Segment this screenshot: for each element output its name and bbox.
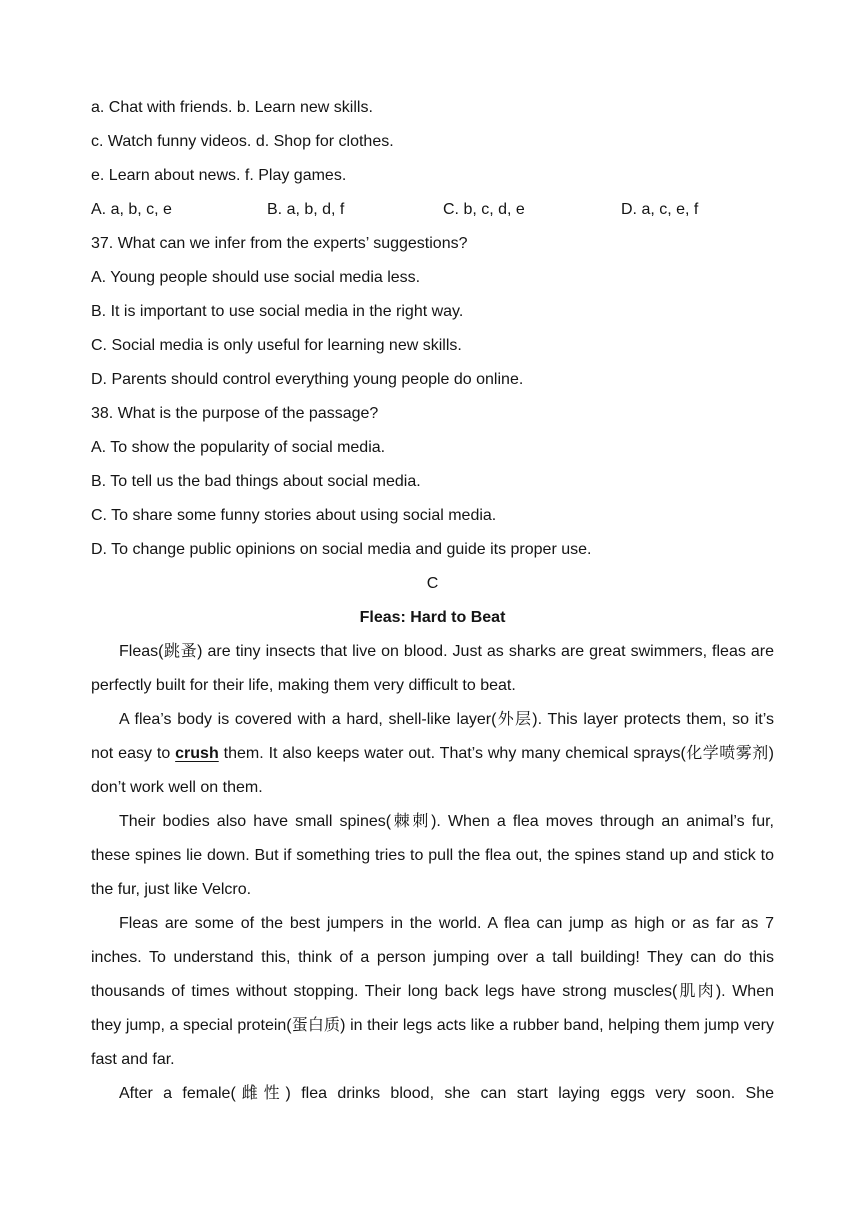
paragraph-2-after: them. It also keeps water out. That’s why many chemical sprays(化学喷雾剂) don’t work well on them. (91, 745, 774, 796)
passage-paragraph-4: Fleas are some of the best jumpers in the world. A flea can jump as high or as far as 7 inches. To understand this, think of a person jumping over a tall building! They can do this thousands of times without stopping. Their long back legs have strong muscles(肌肉). When they jump, a special protein(蛋白质) in their legs acts like a rubber band, helping them jump very fast and far. (91, 915, 774, 1068)
reading-passage-c (91, 567, 774, 1111)
question-38-choice-b: B. To tell us the bad things about social media. (91, 473, 421, 490)
passage-paragraph-2 (91, 703, 774, 805)
question-38-choice-a: A. To show the popularity of social media. (91, 439, 386, 456)
passage-paragraph-3: Their bodies also have small spines(棘刺). When a flea moves through an animal’s fur, these spines lie down. But if something tries to pull the flea out, the spines stand up and stick to the fur, just like Velcro. (91, 813, 774, 898)
paragraph-2-keyword-crush: crush (175, 745, 219, 762)
option-line-2: c. Watch funny videos. d. Shop for clothes. (91, 133, 394, 150)
question-38 (91, 397, 774, 567)
passage-title: Fleas: Hard to Beat (359, 609, 506, 626)
answer-choice-row (91, 193, 774, 227)
question-37-choice-a: A. Young people should use social media less. (91, 269, 421, 286)
answer-choice-d: D. a, c, e, f (621, 201, 699, 218)
option-line-3: e. Learn about news. f. Play games. (91, 167, 347, 184)
section-label: C (426, 575, 439, 592)
question-38-choice-d: D. To change public opinions on social media and guide its proper use. (91, 541, 592, 558)
answer-choice-a: A. a, b, c, e (91, 201, 172, 218)
question-38-choice-c: C. To share some funny stories about using social media. (91, 507, 497, 524)
passage-paragraph-1: Fleas(跳蚤) are tiny insects that live on blood. Just as sharks are great swimmers, fleas are perfectly built for their life, making them very difficult to beat. (91, 643, 774, 694)
passage-paragraph-5: After a female(雌性) flea drinks blood, she can start laying eggs very soon. She (119, 1085, 774, 1102)
question-options-block (91, 91, 774, 227)
question-37-choice-b: B. It is important to use social media in the right way. (91, 303, 464, 320)
question-37-text: 37. What can we infer from the experts’ suggestions? (91, 235, 468, 252)
answer-choice-c: C. b, c, d, e (443, 201, 525, 218)
question-37-choice-d: D. Parents should control everything young people do online. (91, 371, 524, 388)
question-37 (91, 227, 774, 397)
paragraph-2-before: A flea’s body is covered with a hard, shell-like layer(外层). This layer protects them, so it’s not easy to (91, 711, 774, 762)
answer-choice-b: B. a, b, d, f (267, 201, 345, 218)
question-37-choice-c: C. Social media is only useful for learning new skills. (91, 337, 462, 354)
option-line-1: a. Chat with friends. b. Learn new skills. (91, 99, 373, 116)
question-38-text: 38. What is the purpose of the passage? (91, 405, 379, 422)
